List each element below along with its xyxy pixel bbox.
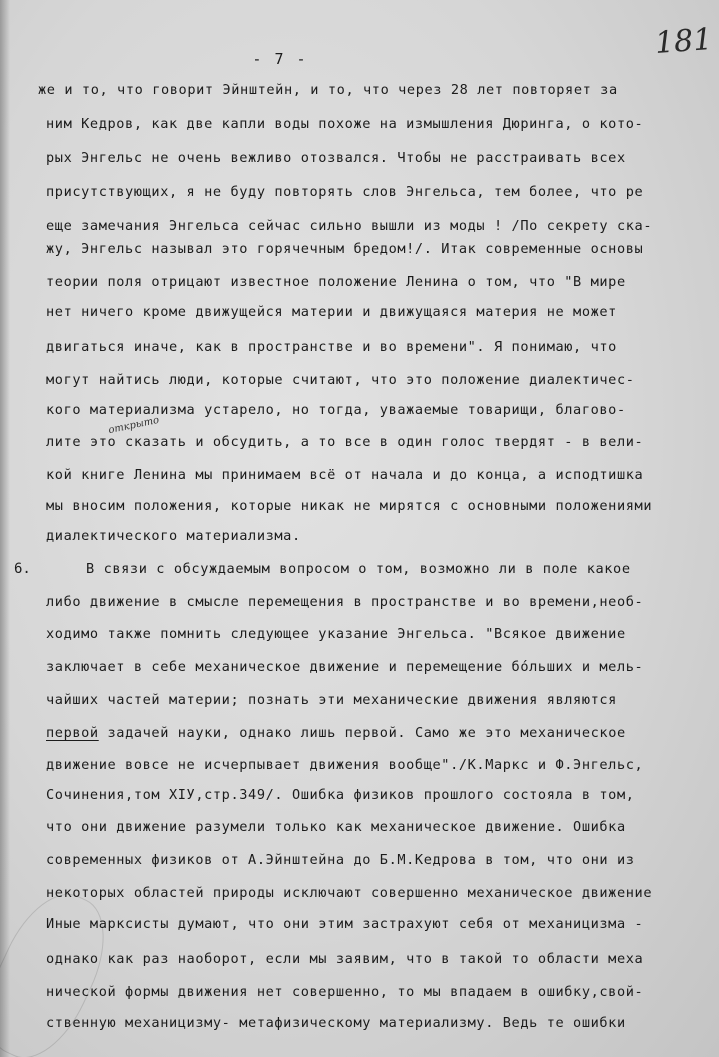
text-line: могут найтись люди, которые считают, что это положение диалектичес- [46, 372, 635, 388]
text-line: ственную механицизму- метафизическому материализму. Ведь те ошибки [46, 1015, 626, 1031]
text-line: нической формы движения нет совершенно, то мы впадаем в ошибку,свой- [46, 984, 644, 1000]
text-line: присутствующих, я не буду повторять слов Энгельса, тем более, что ре [46, 184, 644, 200]
underlined-word: первой [46, 725, 99, 741]
text-line: двигаться иначе, как в пространстве и во времени". Я понимаю, что [46, 339, 617, 355]
handwritten-correction: открыто [107, 414, 161, 437]
page-number: - 7 - [252, 50, 308, 68]
text-line: ним Кедров, как две капли воды похоже на измышления Дюринга, о кото- [46, 116, 644, 132]
text-line: что они движение разумели только как механическое движение. Ошибка [46, 819, 626, 835]
text-line: нет ничего кроме движущейся материи и движущаяся материя не может [46, 304, 617, 320]
text-line: современных физиков от А.Эйнштейна до Б.М.Кедрова в том, что они из [46, 852, 635, 868]
text-line: же и то, что говорит Эйнштейн, и то, что через 28 лет повторяет за [38, 82, 618, 98]
text-line: теории поля отрицают известное положение Ленина о том, что "В мире [46, 274, 626, 290]
text-line: мы вносим положения, которые никак не мирятся с основными положениями [46, 498, 653, 514]
text-line: Иные марксисты думают, что они этим застрахуют себя от механицизма - [46, 916, 644, 932]
text-line: кой книге Ленина мы принимаем всё от начала и до конца, а исподтишка [46, 467, 644, 483]
text-line: первой задачей науки, однако лишь первой. Само же это механическое [46, 725, 626, 741]
text-line: заключает в себе механическое движение и перемещение бóльших и мель- [46, 659, 644, 675]
text-line: кого материализма устарело, но тогда, уважаемые товарищи, благово- [46, 402, 626, 418]
text-line: однако как раз наоборот, если мы заявим, что в такой то области меха [46, 951, 644, 967]
text-line: Сочинения,том XIУ,стр.349/. Ошибка физиков прошлого состояла в том, [46, 787, 635, 803]
text-line: движение вовсе не исчерпывает движения вообще"./К.Маркс и Ф.Энгельс, [46, 757, 644, 773]
text-line: рых Энгельс не очень вежливо отозвался. Чтобы не расстраивать всех [46, 150, 626, 166]
text-line: диалектического материализма. [46, 528, 301, 544]
text-line: ходимо также помнить следующее указание Энгельса. "Всякое движение [46, 626, 626, 642]
text-line: чайших частей материи; познать эти механические движения являются [46, 692, 617, 708]
text-line: еще замечания Энгельса сейчас сильно вышли из моды ! /По секрету ска- [46, 218, 653, 234]
scan-edge-shadow [0, 0, 10, 1057]
text-line: лите это сказать и обсудить, а то все в один голос твердят - в вели- [46, 434, 644, 450]
text-line: некоторых областей природы исключают совершенно механическое движение [46, 885, 653, 901]
text-line: В связи с обсуждаемым вопросом о том, возможно ли в поле какое [86, 561, 631, 577]
section-number: 6. [14, 561, 31, 577]
text-line: жу, Энгельс называл это горячечным бредом!/. Итак современные основы [46, 241, 644, 257]
text-line: либо движение в смысле перемещения в пространстве и во времени,необ- [46, 594, 644, 610]
archive-page-number: 181 [653, 22, 714, 61]
